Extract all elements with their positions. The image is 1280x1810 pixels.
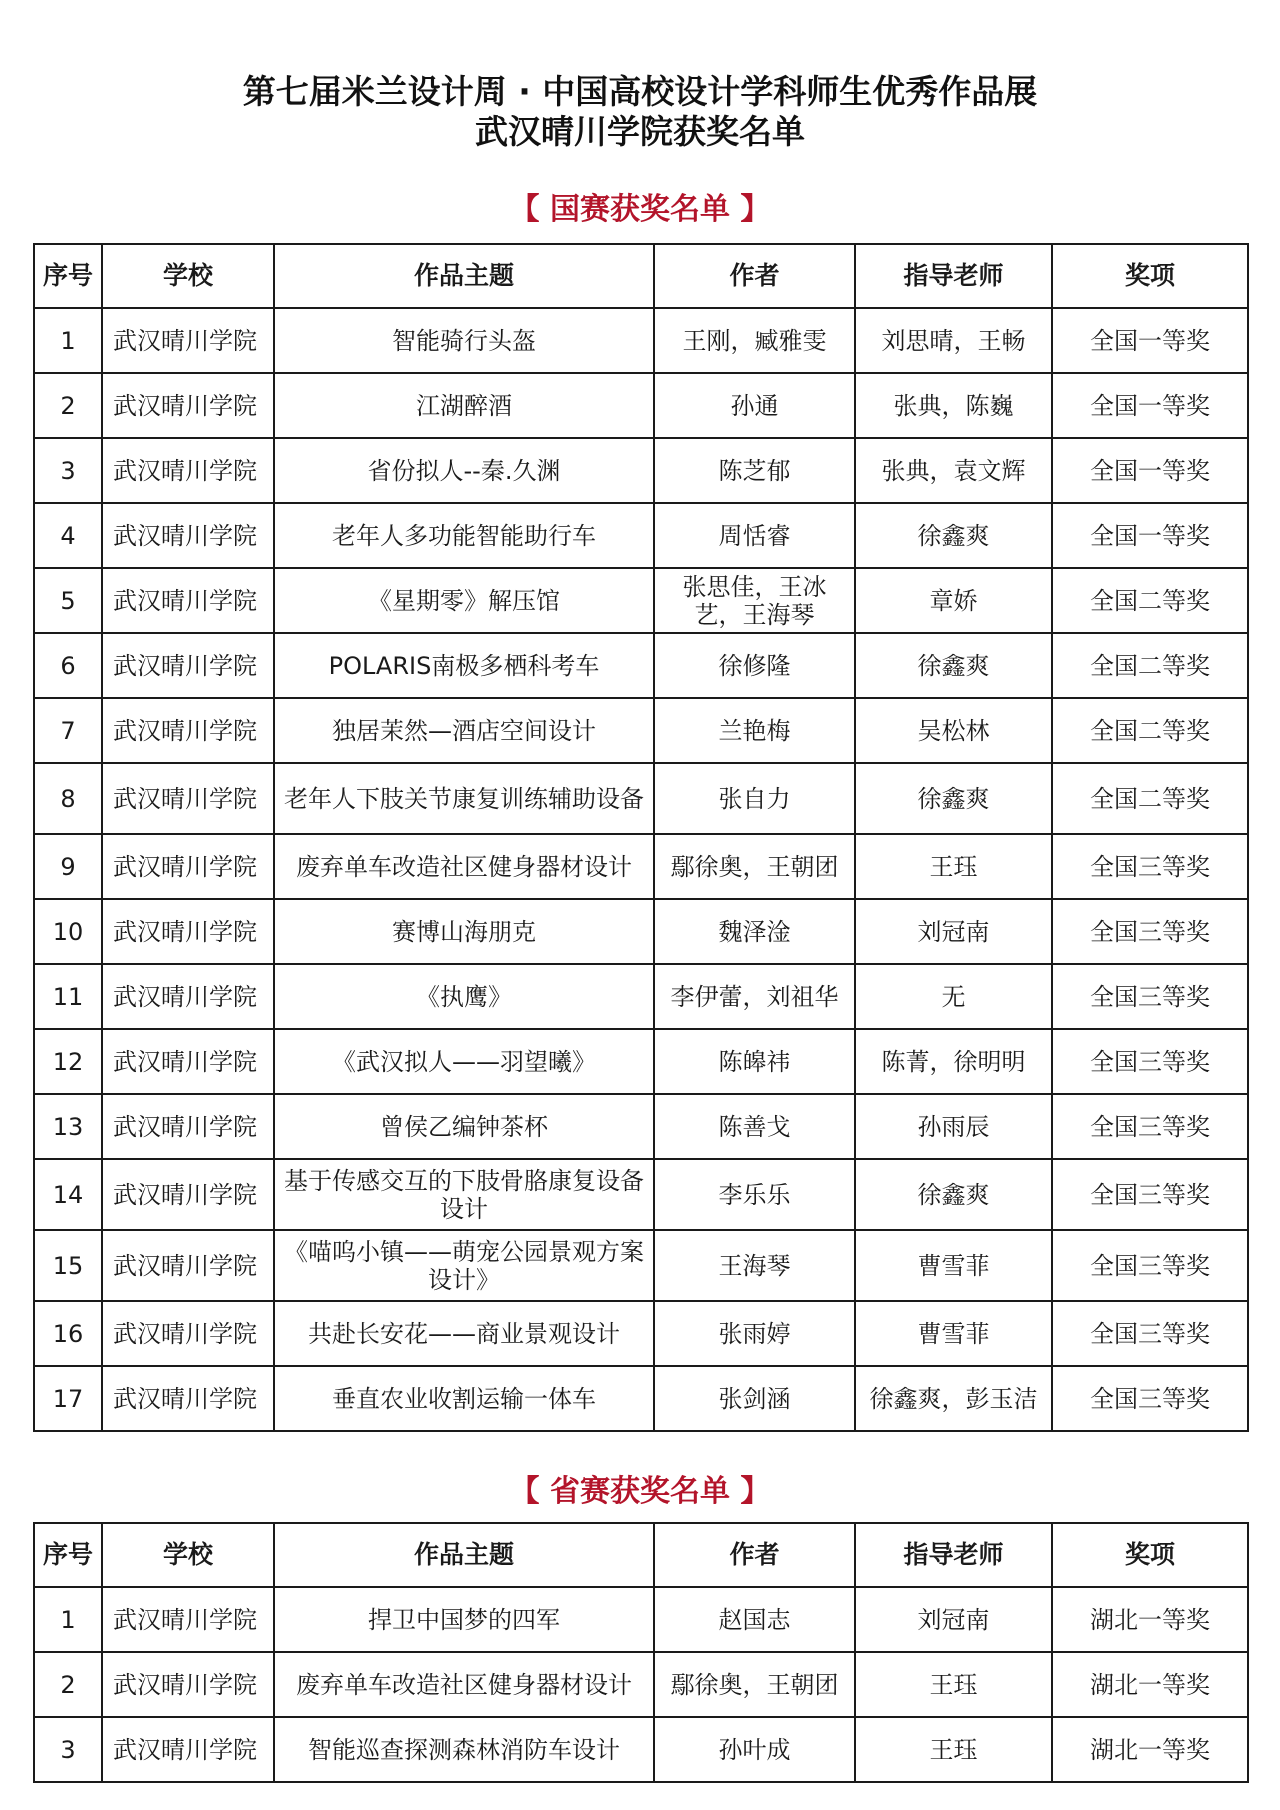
cell-work-title: 老年人多功能智能助行车 — [274, 503, 654, 568]
table-row — [34, 568, 1248, 633]
cell-index: 2 — [34, 1652, 102, 1717]
cell-advisor: 张典，陈巍 — [855, 373, 1052, 438]
cell-award: 湖北一等奖 — [1052, 1717, 1248, 1782]
cell-school: 武汉晴川学院 — [102, 1717, 274, 1782]
cell-award: 湖北一等奖 — [1052, 1652, 1248, 1717]
cell-advisor: 王珏 — [855, 1717, 1052, 1782]
table-row — [34, 373, 1248, 438]
document-title-line-2: 武汉晴川学院获奖名单 — [475, 112, 805, 151]
cell-award: 全国一等奖 — [1052, 503, 1248, 568]
column-header-school: 学校 — [102, 1523, 274, 1587]
cell-school: 武汉晴川学院 — [102, 698, 274, 763]
cell-author: 魏泽淦 — [654, 899, 855, 964]
cell-award: 全国三等奖 — [1052, 899, 1248, 964]
provincial-awards-table — [33, 1522, 1249, 1783]
cell-author: 张雨婷 — [654, 1301, 855, 1366]
cell-advisor: 刘冠南 — [855, 1587, 1052, 1652]
cell-author: 李伊蕾，刘祖华 — [654, 964, 855, 1029]
cell-work-title: 老年人下肢关节康复训练辅助设备 — [274, 763, 654, 834]
cell-author: 鄢徐奥，王朝团 — [654, 1652, 855, 1717]
cell-work-title: 《执鹰》 — [274, 964, 654, 1029]
cell-index: 14 — [34, 1159, 102, 1230]
cell-index: 6 — [34, 633, 102, 698]
table-row — [34, 698, 1248, 763]
cell-index: 3 — [34, 1717, 102, 1782]
document-title-line-1: 第七届米兰设计周 · 中国高校设计学科师生优秀作品展 — [242, 72, 1038, 111]
cell-school: 武汉晴川学院 — [102, 503, 274, 568]
cell-index: 5 — [34, 568, 102, 633]
national-awards-table — [33, 243, 1249, 1432]
table-row — [34, 1587, 1248, 1652]
cell-work-title: 《喵呜小镇——萌宠公园景观方案设计》 — [274, 1230, 654, 1301]
cell-index: 7 — [34, 698, 102, 763]
cell-author: 陈善戈 — [654, 1094, 855, 1159]
cell-advisor: 徐鑫爽 — [855, 503, 1052, 568]
cell-author: 兰艳梅 — [654, 698, 855, 763]
column-header-advisor: 指导老师 — [855, 244, 1052, 308]
cell-author: 张自力 — [654, 763, 855, 834]
cell-author: 张剑涵 — [654, 1366, 855, 1431]
cell-award: 全国三等奖 — [1052, 1159, 1248, 1230]
cell-school: 武汉晴川学院 — [102, 1230, 274, 1301]
cell-award: 全国三等奖 — [1052, 834, 1248, 899]
table-row — [34, 503, 1248, 568]
cell-award: 湖北一等奖 — [1052, 1587, 1248, 1652]
cell-advisor: 徐鑫爽 — [855, 1159, 1052, 1230]
cell-author: 鄢徐奥，王朝团 — [654, 834, 855, 899]
cell-index: 8 — [34, 763, 102, 834]
column-header-award: 奖项 — [1052, 1523, 1248, 1587]
cell-advisor: 曹雪菲 — [855, 1301, 1052, 1366]
cell-school: 武汉晴川学院 — [102, 308, 274, 373]
table-header-row — [34, 244, 1248, 308]
cell-author: 孙叶成 — [654, 1717, 855, 1782]
cell-advisor: 张典，袁文辉 — [855, 438, 1052, 503]
table-header-row — [34, 1523, 1248, 1587]
column-header-award: 奖项 — [1052, 244, 1248, 308]
cell-index: 16 — [34, 1301, 102, 1366]
cell-school: 武汉晴川学院 — [102, 373, 274, 438]
cell-author: 王刚，臧雅雯 — [654, 308, 855, 373]
table-row — [34, 1029, 1248, 1094]
column-header-work-title: 作品主题 — [274, 244, 654, 308]
cell-index: 4 — [34, 503, 102, 568]
column-header-school: 学校 — [102, 244, 274, 308]
cell-award: 全国三等奖 — [1052, 1301, 1248, 1366]
column-header-index: 序号 — [34, 1523, 102, 1587]
column-header-advisor: 指导老师 — [855, 1523, 1052, 1587]
cell-index: 3 — [34, 438, 102, 503]
table-row — [34, 1230, 1248, 1301]
cell-school: 武汉晴川学院 — [102, 763, 274, 834]
cell-award: 全国三等奖 — [1052, 1094, 1248, 1159]
column-header-author: 作者 — [654, 1523, 855, 1587]
cell-school: 武汉晴川学院 — [102, 633, 274, 698]
cell-school: 武汉晴川学院 — [102, 899, 274, 964]
cell-index: 1 — [34, 1587, 102, 1652]
cell-school: 武汉晴川学院 — [102, 1029, 274, 1094]
cell-author: 陈芝郁 — [654, 438, 855, 503]
cell-work-title: 智能骑行头盔 — [274, 308, 654, 373]
cell-index: 13 — [34, 1094, 102, 1159]
table-row — [34, 763, 1248, 834]
cell-index: 2 — [34, 373, 102, 438]
cell-school: 武汉晴川学院 — [102, 1159, 274, 1230]
cell-work-title: POLARIS南极多栖科考车 — [274, 633, 654, 698]
cell-award: 全国三等奖 — [1052, 964, 1248, 1029]
cell-award: 全国二等奖 — [1052, 568, 1248, 633]
cell-work-title: 智能巡查探测森林消防车设计 — [274, 1717, 654, 1782]
national-awards-heading: 【 国赛获奖名单 】 — [509, 192, 771, 227]
cell-school: 武汉晴川学院 — [102, 1587, 274, 1652]
cell-work-title: 垂直农业收割运输一体车 — [274, 1366, 654, 1431]
cell-advisor: 曹雪菲 — [855, 1230, 1052, 1301]
cell-award: 全国三等奖 — [1052, 1029, 1248, 1094]
cell-advisor: 吴松林 — [855, 698, 1052, 763]
cell-advisor: 刘冠南 — [855, 899, 1052, 964]
table-row — [34, 1652, 1248, 1717]
cell-work-title: 省份拟人--秦.久渊 — [274, 438, 654, 503]
cell-author: 徐修隆 — [654, 633, 855, 698]
cell-school: 武汉晴川学院 — [102, 1652, 274, 1717]
cell-index: 1 — [34, 308, 102, 373]
cell-award: 全国二等奖 — [1052, 698, 1248, 763]
column-header-index: 序号 — [34, 244, 102, 308]
cell-school: 武汉晴川学院 — [102, 568, 274, 633]
cell-advisor: 徐鑫爽 — [855, 763, 1052, 834]
cell-index: 15 — [34, 1230, 102, 1301]
cell-advisor: 王珏 — [855, 1652, 1052, 1717]
cell-award: 全国二等奖 — [1052, 633, 1248, 698]
cell-advisor: 章娇 — [855, 568, 1052, 633]
cell-work-title: 独居茉然—酒店空间设计 — [274, 698, 654, 763]
cell-school: 武汉晴川学院 — [102, 438, 274, 503]
cell-index: 11 — [34, 964, 102, 1029]
table-row — [34, 308, 1248, 373]
table-row — [34, 1301, 1248, 1366]
table-row — [34, 964, 1248, 1029]
cell-advisor: 王珏 — [855, 834, 1052, 899]
cell-advisor: 陈菁，徐明明 — [855, 1029, 1052, 1094]
cell-author: 张思佳，王冰艺，王海琴 — [654, 568, 855, 633]
table-row — [34, 1366, 1248, 1431]
cell-work-title: 废弃单车改造社区健身器材设计 — [274, 834, 654, 899]
cell-work-title: 捍卫中国梦的四军 — [274, 1587, 654, 1652]
table-row — [34, 834, 1248, 899]
cell-author: 周恬睿 — [654, 503, 855, 568]
table-row — [34, 1159, 1248, 1230]
cell-advisor: 徐鑫爽 — [855, 633, 1052, 698]
cell-school: 武汉晴川学院 — [102, 1094, 274, 1159]
cell-award: 全国三等奖 — [1052, 1230, 1248, 1301]
cell-work-title: 废弃单车改造社区健身器材设计 — [274, 1652, 654, 1717]
cell-index: 12 — [34, 1029, 102, 1094]
column-header-work-title: 作品主题 — [274, 1523, 654, 1587]
cell-author: 王海琴 — [654, 1230, 855, 1301]
column-header-author: 作者 — [654, 244, 855, 308]
cell-work-title: 共赴长安花——商业景观设计 — [274, 1301, 654, 1366]
cell-school: 武汉晴川学院 — [102, 964, 274, 1029]
cell-advisor: 孙雨辰 — [855, 1094, 1052, 1159]
cell-author: 孙通 — [654, 373, 855, 438]
table-row — [34, 1094, 1248, 1159]
cell-index: 17 — [34, 1366, 102, 1431]
cell-work-title: 江湖醉酒 — [274, 373, 654, 438]
cell-award: 全国二等奖 — [1052, 763, 1248, 834]
cell-school: 武汉晴川学院 — [102, 1301, 274, 1366]
cell-work-title: 基于传感交互的下肢骨胳康复设备设计 — [274, 1159, 654, 1230]
cell-award: 全国一等奖 — [1052, 373, 1248, 438]
table-row — [34, 899, 1248, 964]
cell-index: 10 — [34, 899, 102, 964]
cell-index: 9 — [34, 834, 102, 899]
cell-author: 陈皞祎 — [654, 1029, 855, 1094]
cell-advisor: 无 — [855, 964, 1052, 1029]
cell-school: 武汉晴川学院 — [102, 834, 274, 899]
cell-advisor: 刘思晴，王畅 — [855, 308, 1052, 373]
cell-author: 李乐乐 — [654, 1159, 855, 1230]
provincial-awards-heading: 【 省赛获奖名单 】 — [509, 1474, 771, 1509]
cell-advisor: 徐鑫爽，彭玉洁 — [855, 1366, 1052, 1431]
cell-work-title: 《星期零》解压馆 — [274, 568, 654, 633]
table-row — [34, 438, 1248, 503]
cell-work-title: 《武汉拟人——羽望曦》 — [274, 1029, 654, 1094]
cell-award: 全国一等奖 — [1052, 308, 1248, 373]
cell-school: 武汉晴川学院 — [102, 1366, 274, 1431]
cell-author: 赵国志 — [654, 1587, 855, 1652]
cell-award: 全国一等奖 — [1052, 438, 1248, 503]
cell-work-title: 赛博山海朋克 — [274, 899, 654, 964]
cell-work-title: 曾侯乙编钟茶杯 — [274, 1094, 654, 1159]
table-row — [34, 1717, 1248, 1782]
cell-award: 全国三等奖 — [1052, 1366, 1248, 1431]
table-row — [34, 633, 1248, 698]
